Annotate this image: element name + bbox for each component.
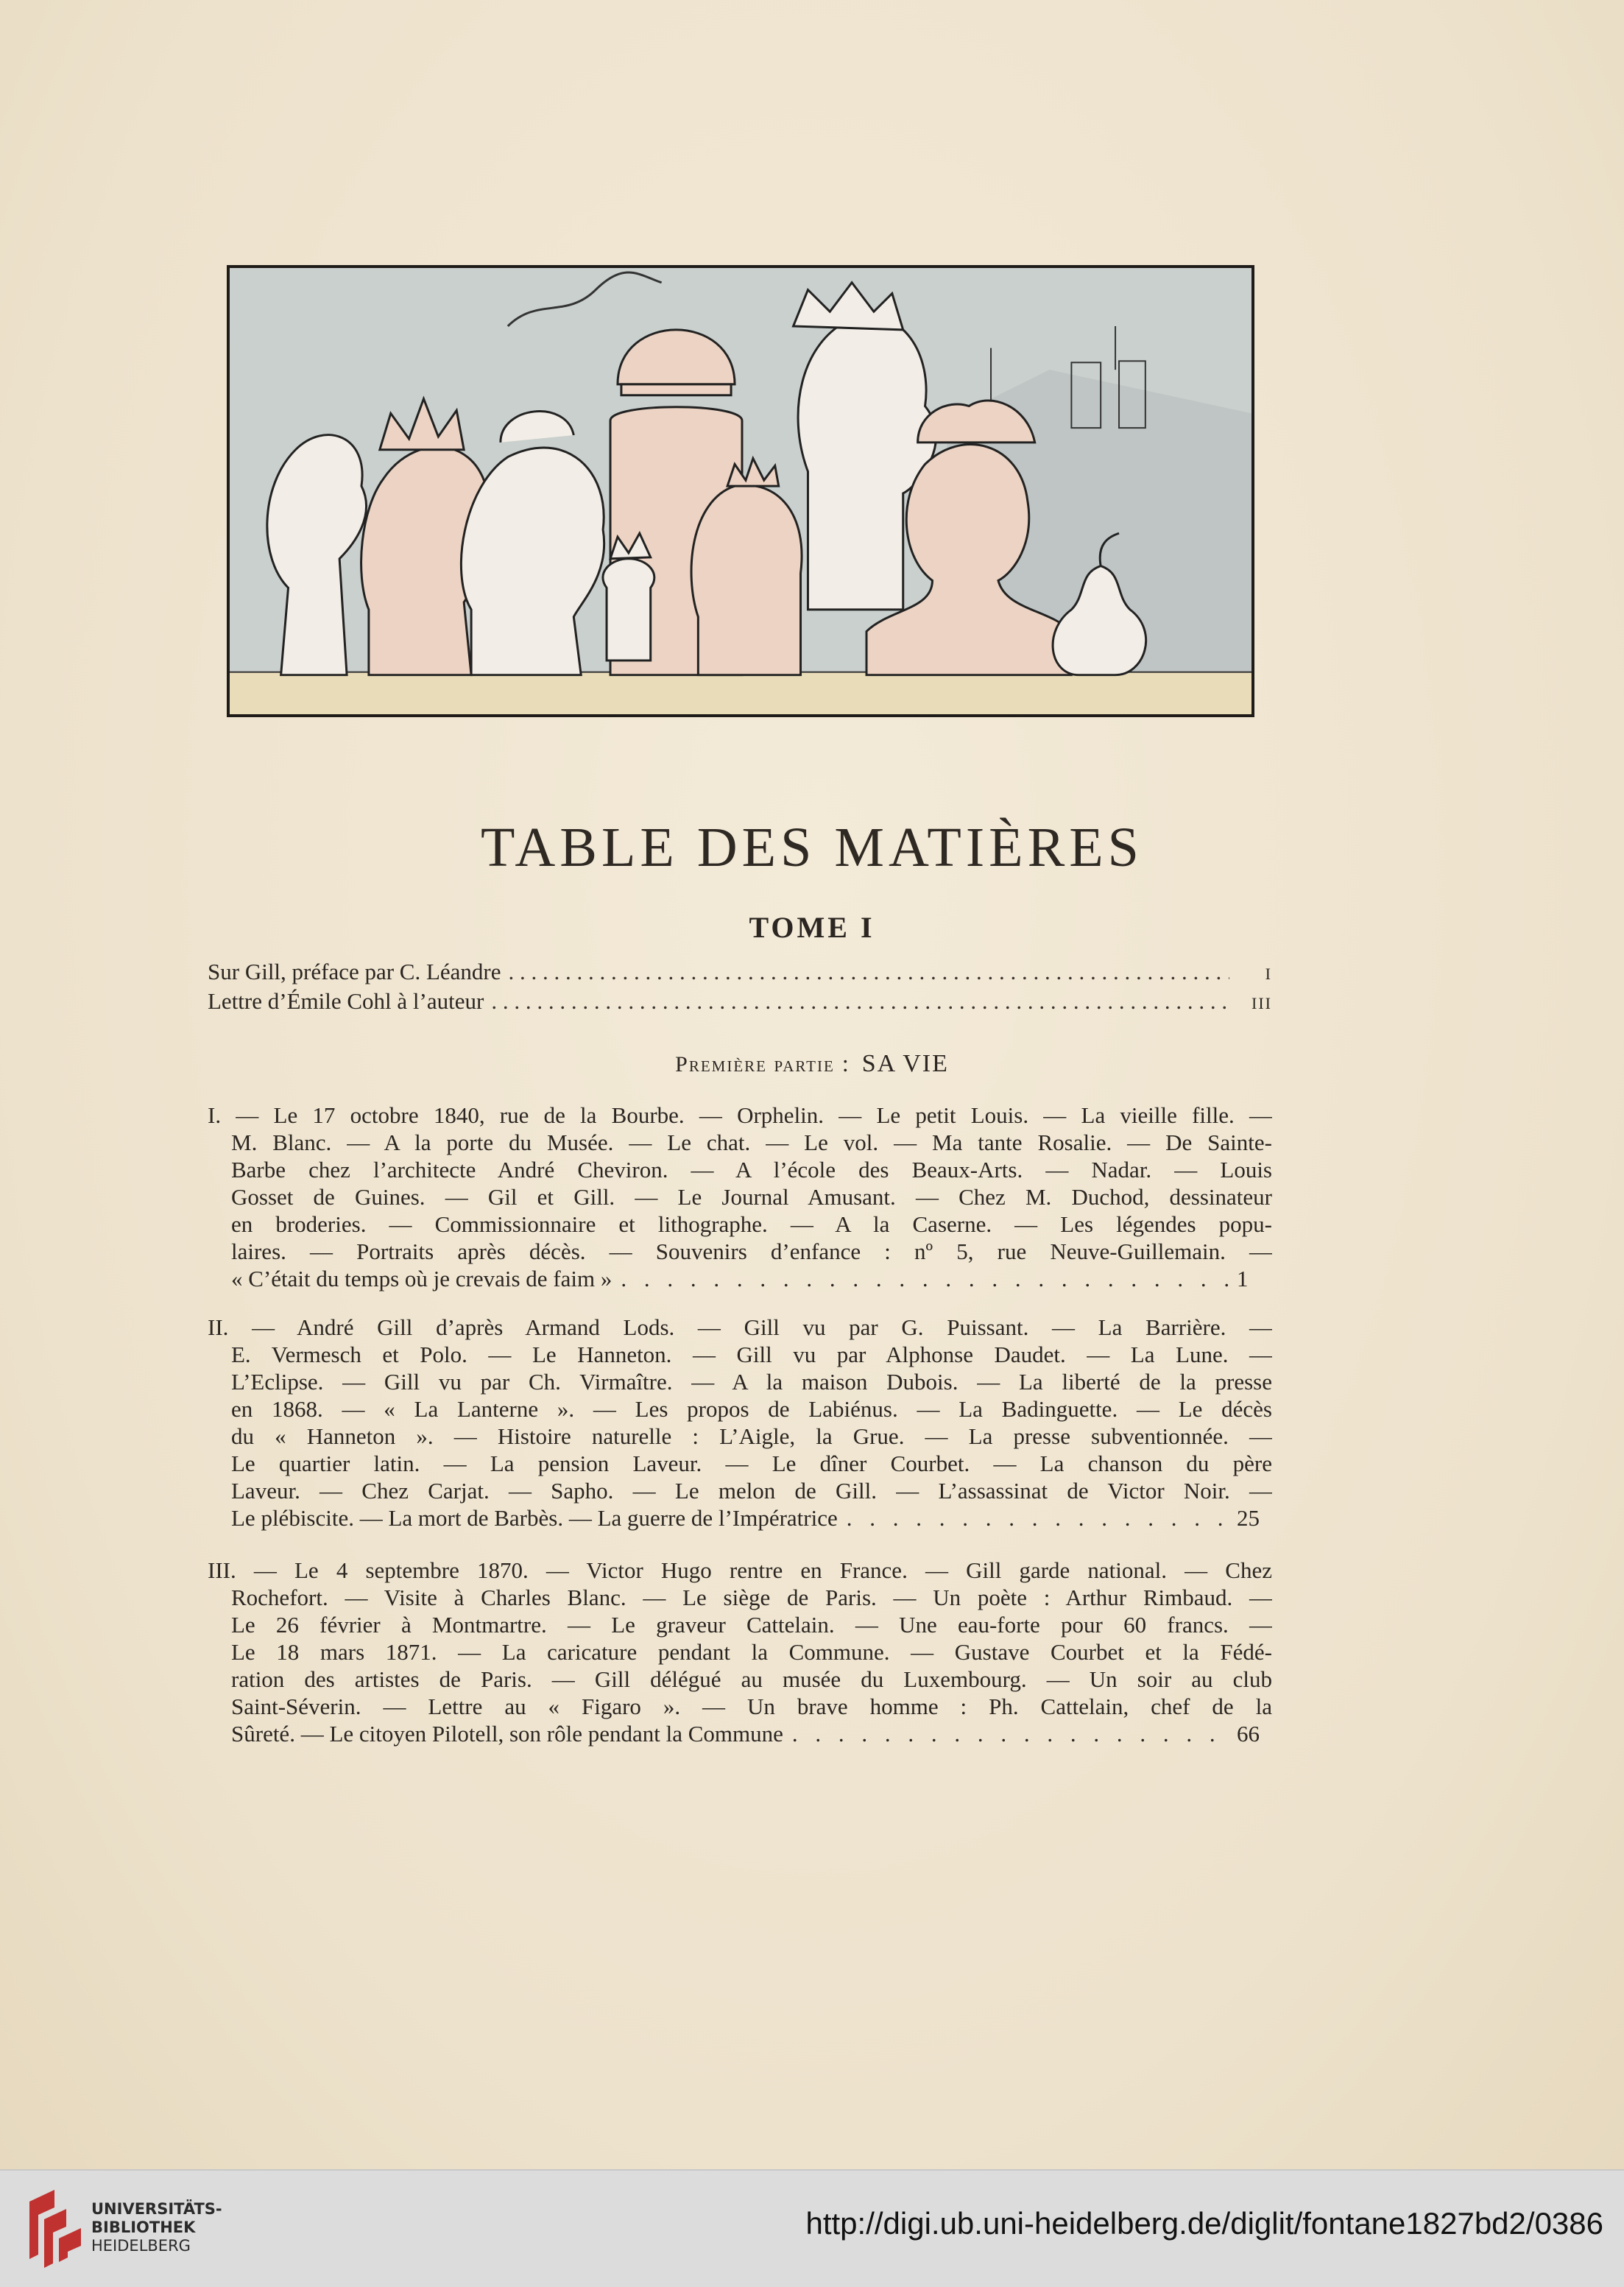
chapter-line: II. — André Gill d’après Armand Lods. — Gill vu par G. Puissant. — La Barrière. — [208,1314,1272,1340]
page-number: III [1251,994,1272,1012]
leader-dots [621,1265,1228,1292]
list-item [208,957,1272,987]
chapter-line: E. Vermesch et Polo. — Le Hanneton. — Gill vu par Alphonse Daudet. — La Lune. — [231,1342,1272,1367]
chapter-line: Rochefort. — Visite à Charles Blanc. — Le siège de Paris. — Un poète : Arthur Rimbaud. — [231,1585,1272,1610]
chapter-line: L’Eclipse. — Gill vu par Ch. Virmaître. — A la maison Dubois. — La liberté de la presse [231,1369,1272,1395]
entry-text: Lettre d’Émile Cohl à l’auteur [208,988,484,1014]
chapter-line: « C’était du temps où je crevais de faim » [231,1266,612,1291]
leader-dots [509,957,1229,987]
chapter-line: Le 18 mars 1871. — La caricature pendant la Commune. — Gustave Courbet et la Fédé- [231,1639,1272,1665]
chapter-line: Saint-Séverin. — Lettre au « Figaro ». — Un brave homme : Ph. Cattelain, chef de la [231,1694,1272,1719]
chapter-line: ration des artistes de Paris. — Gill délégué au musée du Luxembourg. — Un soir au club [231,1666,1272,1692]
library-name-line: HEIDELBERG [91,2237,191,2255]
leader-dots [491,987,1229,1016]
page-number: 66 [1237,1721,1260,1747]
chapter-line: M. Blanc. — A la porte du Musée. — Le chat. — Le vol. — Ma tante Rosalie. — De Sainte- [231,1130,1272,1155]
library-name-line: BIBLIOTHEK [91,2219,196,2236]
caricature-busts-illustration [227,265,1254,717]
chapter-last-line [208,1720,1272,1747]
chapter-entry-3 [208,1557,1272,1747]
chapter-line: Sûreté. — Le citoyen Pilotell, son rôle pendant la Commune [231,1721,783,1747]
library-name [91,2200,222,2255]
list-item [208,987,1272,1016]
university-library-logo[interactable] [22,2187,87,2271]
chapter-entry-2 [208,1314,1272,1532]
page-number: 1 [1237,1266,1249,1291]
chapter-line: I. — Le 17 octobre 1840, rue de la Bourbe. — Orphelin. — Le petit Louis. — La vieille fille. — [208,1102,1272,1128]
chapter-line: Le plébiscite. — La mort de Barbès. — La guerre de l’Impératrice [231,1505,838,1531]
chapter-line: Le quartier latin. — La pension Laveur. — Le dîner Courbet. — La chanson du père [231,1451,1272,1476]
chapter-entry-1 [208,1102,1272,1292]
chapter-line: Barbe chez l’architecte André Cheviron. — A l’école des Beaux-Arts. — Nadar. — Louis [231,1157,1272,1183]
leader-dots [792,1720,1228,1747]
chapter-last-line [208,1504,1272,1532]
chapter-line: du « Hanneton ». — Histoire naturelle : L’Aigle, la Grue. — La presse subventionnée. — [231,1423,1272,1449]
page-title: TABLE DES MATIÈRES [481,817,1143,878]
page-number: I [1265,965,1272,983]
chapter-line: III. — Le 4 septembre 1870. — Victor Hugo rentre en France. — Gill garde national. — Chez [208,1557,1272,1583]
part-separator: : [841,1050,850,1076]
chapter-line: en 1868. — « La Lanterne ». — Les propos de Labiénus. — La Badinguette. — Le décès [231,1396,1272,1422]
page-number: 25 [1237,1505,1260,1531]
chapter-last-line [208,1265,1272,1292]
chapter-line: en broderies. — Commissionnaire et lithographe. — A la Caserne. — Les légendes popu- [231,1211,1272,1237]
chapter-line: Laveur. — Chez Carjat. — Sapho. — Le melon de Gill. — L’assassinat de Victor Noir. — [231,1478,1272,1504]
front-matter-list [208,957,1272,1016]
chapter-line: laires. — Portraits après décès. — Souvenirs d’enfance : nº 5, rue Neuve-Guillemain. — [231,1238,1272,1264]
library-name-line: UNIVERSITÄTS- [91,2200,222,2218]
tome-heading: TOME I [749,911,875,944]
footer-bar [0,2169,1624,2287]
entry-text: Sur Gill, préface par C. Léandre [208,959,501,984]
leader-dots [847,1504,1228,1532]
chapter-line: Gosset de Guines. — Gil et Gill. — Le Journal Amusant. — Chez M. Duchod, dessinateur [231,1184,1272,1210]
part-prefix: Première partie [675,1052,835,1076]
chapter-line: Le 26 février à Montmartre. — Le graveur Cattelain. — Une eau-forte pour 60 francs. — [231,1612,1272,1638]
part-name: SA VIE [861,1050,949,1077]
document-url[interactable]: http://digi.ub.uni-heidelberg.de/diglit/fontane1827bd2/0386 [805,2206,1603,2241]
part-heading [0,1050,1624,1078]
